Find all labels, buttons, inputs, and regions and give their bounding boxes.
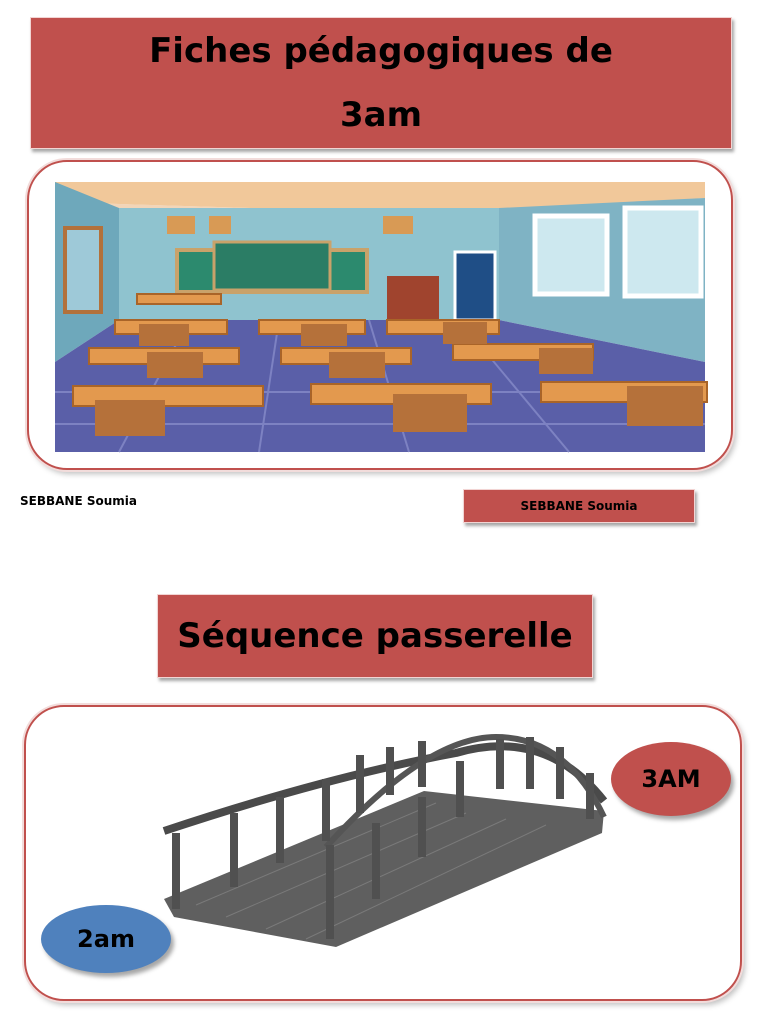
sequence-title-banner <box>157 594 593 678</box>
classroom-illustration <box>29 162 731 468</box>
level-2am-badge <box>41 905 171 973</box>
title-banner <box>30 17 732 149</box>
sequence-title: Séquence passerelle <box>177 616 573 656</box>
title-line-2: 3am <box>339 95 423 135</box>
level-3am-label: 3AM <box>641 765 701 793</box>
title-line-1: Fiches pédagogiques de <box>149 31 613 71</box>
author-name-box <box>463 489 695 523</box>
author-name-box-label: SEBBANE Soumia <box>520 499 638 513</box>
author-name-left: SEBBANE Soumia <box>20 494 137 508</box>
level-2am-label: 2am <box>77 925 135 953</box>
classroom-image-frame <box>27 160 733 470</box>
level-3am-badge <box>611 742 731 816</box>
